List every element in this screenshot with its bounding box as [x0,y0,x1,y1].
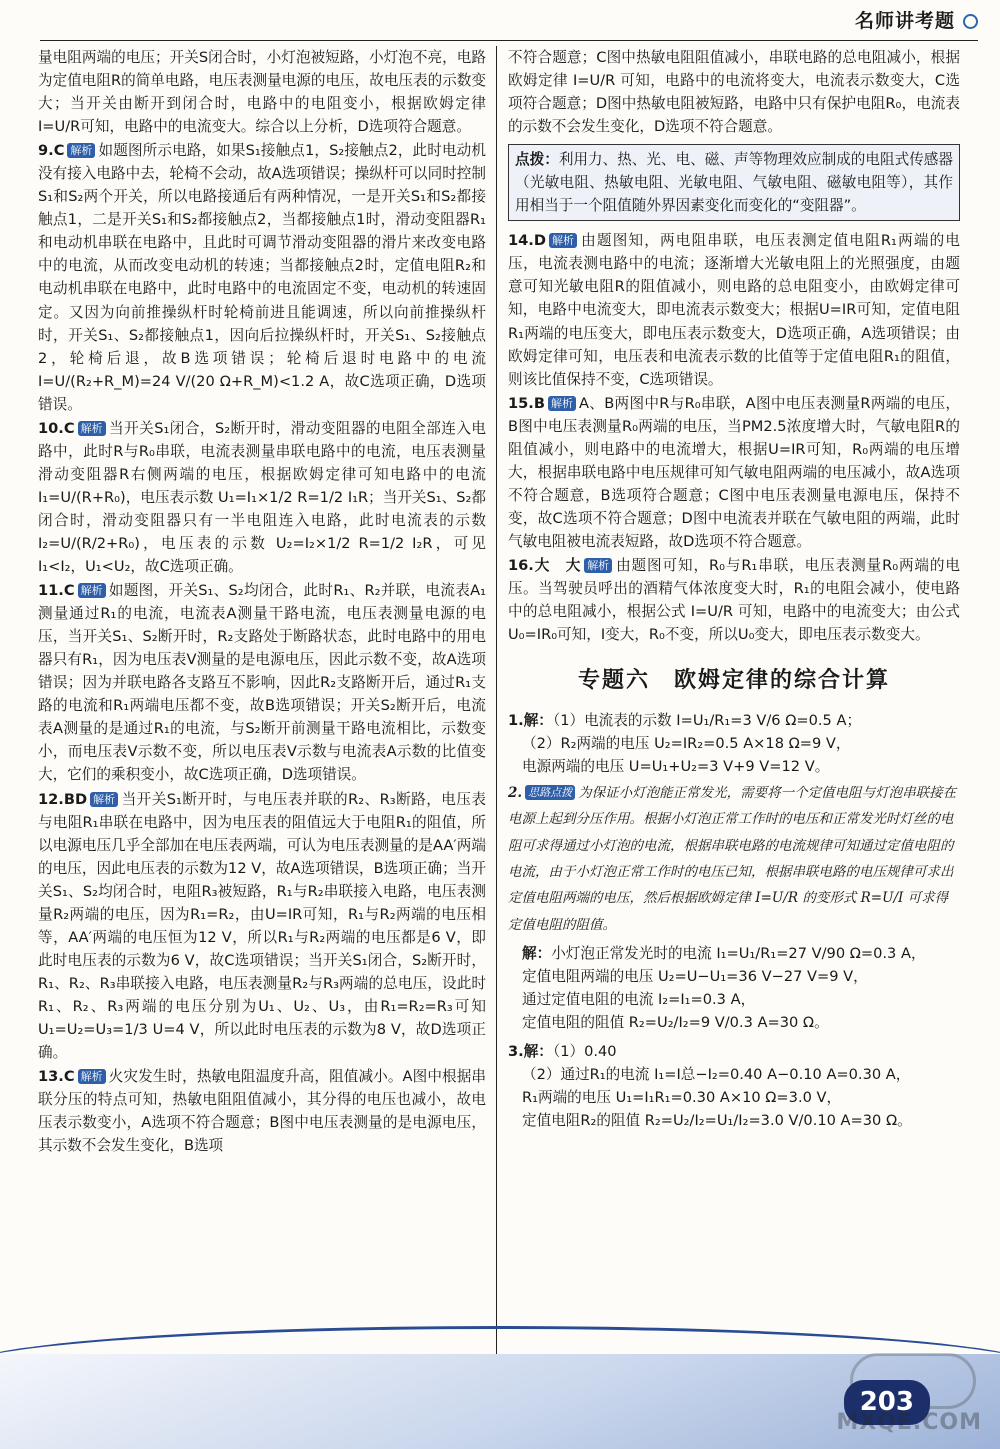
column-divider [496,46,497,1366]
tip-text: 利用力、热、光、电、磁、声等物理效应制成的电阻式传感器（光敏电阻、热敏电阻、光敏电阻、气敏电阻、磁敏电阻等），其作用相当于一个阻值随外界因素变化而变化的“变阻器”。 [515,151,953,215]
analysis-badge: 解析 [584,558,612,573]
left-column [38,46,486,1158]
solution-line: 定值电阻R₂的阻值 R₂=U₂/I₂=U₁/I₂=3.0 V/0.10 A=30 Ω。 [522,1112,912,1130]
answer-text: 由题图可知，R₀与R₁串联，电压表测量R₀两端的电压。当驾驶员呼出的酒精气体浓度变大时，R₁的电阻会减小，使电路中的总电阻减小，根据公式 I=U/R 可知，电路中的电流变大；由公式U₀=IR₀可知，I变大，R₀不变，所以U₀变大，即电压表示数变大。 [508,556,960,644]
circle-icon [963,14,978,29]
answer-number: 12.BD [38,790,88,808]
solution-line: （2）R₂两端的电压 U₂=IR₂=0.5 A×18 Ω=9 V， [522,734,851,752]
analysis-badge: 解析 [78,583,106,598]
solution-label: 解： [522,944,552,962]
analysis-badge: 解析 [549,233,577,248]
solution-label: 解： [523,1043,553,1061]
solution-line: （1）电流表的示数 I=U₁/R₁=3 V/6 Ω=0.5 A； [552,711,862,729]
answer-text: 如题图所示电路，如果S₁接触点1，S₂接触点2，此时电动机没有接入电路中去，轮椅不会动，故A选项错误；操纵杆可以同时控制S₁和S₂两个开关，所以电路接通后有两种情况，一是开关S₁和S₂都接触点1，二是开关S₁和S₂都接触点2，当都接触点1时，滑动变阻器R₁和电动机串联在电路中，且此时可调节滑动变阻器的滑片来改变电路中的电流，从而改变电动机的转速；当都接触点2时，定值电阻R₂和电动机串联在电路中，此时电路中的电流固定不变，电动机的转速固定。又因为向前推操纵杆时轮椅前进且能调速，所以向前推操纵杆时，开关S₁、S₂都接触点1，因向后拉操纵杆时，开关S₁、S₂接触点2，轮椅后退，故B选项错误；轮椅后退时电路中的电流 I=U/(R₂+R_M)=24 V/(20 Ω+R_M)<1.2 A，故C选项正确，D选项错误。 [38,142,486,413]
answer-item [38,1065,486,1157]
solution-line: （2）通过R₁的电流 I₁=I总−I₂=0.40 A−0.10 A=0.30 A， [522,1066,911,1084]
page-number: 203 [844,1380,930,1425]
question-number: 3. [508,1043,524,1061]
solution-label: 解： [523,711,553,729]
answer-text: 火灾发生时，热敏电阻温度升高，阻值减小。A图中根据串联分压的特点可知，热敏电阻阻值减小，其分得的电压也减小，故电压表示数变小，A选项不符合题意；B图中电压表测量的是电源电压，其示数不会发生变化，B选项 [38,1068,486,1155]
answer-number: 10.C [38,419,75,437]
analysis-badge: 解析 [78,1069,106,1084]
watermark-text: MXQE.COM [836,1410,982,1436]
analysis-badge: 解析 [548,396,576,411]
answer-number: 13.C [38,1068,75,1086]
answer-number: 9.C [38,142,65,160]
header-title: 名师讲考题 [854,10,955,32]
solution-line: 小灯泡正常发光时的电流 I₁=U₁/R₁=27 V/90 Ω=0.3 A， [551,944,926,962]
tip-box [508,144,960,221]
answer-number: 15.B [508,394,545,412]
thinking-text: 为保证小灯泡能正常发光，需要将一个定值电阻与灯泡串联接在电源上起到分压作用。根据小灯泡正常工作时的电压和正常发光时灯丝的电阻可求得通过小灯泡的电流，根据串联电路的电流规律可知通过定值电阻的电流，由于小灯泡正常工作时的电压已知，根据串联电路的电压规律可求出定值电阻两端的电压，然后根据欧姆定律 I=U/R 的变形式 R=U/I 可求得定值电阻的阻值。 [508,785,957,933]
answer-text: 由题图知，两电阻串联，电压表测定值电阻R₁两端的电压，电流表测电路中的电流；逐渐增大光敏电阻上的光照强度，由题意可知光敏电阻R的阻值减小，则电路的总电阻变小，由欧姆定律可知，电路中电流变大，即电流表示数变大；根据U=IR可知，定值电阻R₁两端的电压变大，即电压表示数变大，D选项正确，A选项错误；由欧姆定律可知，电压表和电流表示数的比值等于定值电阻R₁的阻值，则该比值保持不变，C选项错误。 [508,232,960,388]
answer-item [508,392,960,553]
question-number: 1. [508,711,524,729]
section-title: 专题六 欧姆定律的综合计算 [577,668,890,694]
question-1 [508,709,960,778]
answer-number: 16.大 大 [508,556,582,574]
answer-item [38,46,486,138]
analysis-badge: 解析 [67,143,95,158]
solution-line: R₁两端的电压 U₁=I₁R₁=0.30 A×10 Ω=3.0 V， [522,1089,842,1107]
solution-line: 通过定值电阻的电流 I₂=I₁=0.3 A， [522,991,756,1009]
solution-line: （1）0.40 [552,1043,617,1061]
answer-text: 不符合题意；C图中热敏电阻阻值减小，串联电路的总电阻减小，根据欧姆定律 I=U/R 可知，电路中的电流将变大，电流表示数变大，C选项符合题意；D图中热敏电阻被短路，电路中只有保护电阻R₀，电流表的示数不会发生变化，D选项不符合题意。 [508,49,960,136]
header-rule [40,40,978,41]
analysis-badge: 解析 [90,792,118,807]
question-2 [508,780,960,1034]
answer-text: A、B两图中R与R₀串联，A图中电压表测量R两端的电压，B图中电压表测量R₀两端的电压，当PM2.5浓度增大时，气敏电阻R的阻值减小，则电路中的电流增大，根据U=IR可知，R₀两端的电压增大，根据串联电路中电压规律可知气敏电阻两端的电压减小，故A选项不符合题意，B选项符合题意；C图中电压表测量电源电压，保持不变，故C选项不符合题意；D图中电流表并联在气敏电阻的两端，此时气敏电阻被电流表短路，故D选项不符合题意。 [508,394,960,550]
running-header [855,6,978,36]
answer-text: 如题图，开关S₁、S₂均闭合，此时R₁、R₂并联，电流表A₁测量通过R₁的电流，电流表A测量干路电流，电压表测量电源的电压，当开关S₁、S₂断开时，R₂支路处于断路状态，此时电路中的用电器只有R₁，因为电压表V测量的是电源电压，因此示数不变，故A选项错误；因为并联电路各支路互不影响，因此R₂支路断开后，通过R₁支路的电流和R₁两端电压都不变，故B选项错误；开关S₂断开后，电流表A测量的是通过R₁的电流，与S₂断开前测量干路电流相比，示数变小，而电压表V示数不变，所以电压表V示数与电流表A示数的比值变大，它们的乘积变小，故C选项正确，D选项错误。 [38,582,486,784]
answer-item [508,229,960,390]
answer-text: 量电阻两端的电压；开关S闭合时，小灯泡被短路，小灯泡不亮，电路为定值电阻R的简单电路，电压表测量电源的电压，故电压表的示数变大；当开关由断开到闭合时，电路中的电阻变小，根据欧姆定律I=U/R可知，电路中的电流变大。综合以上分析，D选项符合题意。 [38,49,486,136]
answer-number: 11.C [38,582,75,600]
answer-item [508,554,960,646]
answer-item [38,788,486,1065]
right-column [508,46,960,1132]
analysis-badge: 解析 [78,421,106,436]
solution-line: 定值电阻的阻值 R₂=U₂/I₂=9 V/0.3 A=30 Ω。 [522,1014,829,1032]
tip-label: 点拨： [515,151,559,169]
right-column-answers [508,229,960,646]
answer-text: 当开关S₁闭合，S₂断开时，滑动变阻器的电阻全部连入电路中，此时R与R₀串联，电流表测量串联电路中的电流，电压表测量滑动变阻器R右侧两端的电压，根据欧姆定律可知电路中的电流 I₁=U/(R+R₀)，电压表示数 U₁=I₁×1/2 R=1/2 I₁R；当开关S₁、S₂都闭合时，滑动变阻器只有一半电阻连入电路，此时电流表的示数 I₂=U/(R/2+R₀)，电压表的示数 U₂=I₂×1/2 R=1/2 I₂R，可见I₁<I₂，U₁<U₂，故C选项正确。 [38,419,486,576]
answer-text: 当开关S₁断开时，与电压表并联的R₂、R₃断路，电压表与电阻R₁串联在电路中，因为电压表的阻值远大于电阻R₁的阻值，所以电源电压几乎全部加在电压表两端，可认为电压表测量的是AA′两端的电压，因此电压表的示数为12 V，故A选项错误，B选项正确；当开关S₁、S₂均闭合时，电阻R₃被短路，R₁与R₂串联接入电路，电压表测量R₂两端的电压，因为R₁=R₂，由U=IR可知，R₁与R₂两端的电压相等，AA′两端的电压恒为12 V，所以R₁与R₂两端的电压都是6 V，即此时电压表的示数为6 V，故C选项错误；当开关S₁闭合，S₂断开时，R₁、R₂、R₃串联接入电路，电压表测量R₂与R₃两端的总电压，设此时R₁、R₂、R₃两端的电压分别为U₁、U₂、U₃，由R₁=R₂=R₃可知 U₁=U₂=U₃=1/3 U=4 V，所以此时电压表的示数为8 V，故D选项正确。 [38,790,486,1062]
solution-line: 定值电阻两端的电压 U₂=U−U₁=36 V−27 V=9 V， [522,967,868,985]
answer-item [508,46,960,138]
solution-line: 电源两端的电压 U=U₁+U₂=3 V+9 V=12 V。 [522,758,830,776]
thinking-badge: 思路点拨 [525,785,575,800]
answer-item [38,417,486,578]
question-3 [508,1040,960,1132]
answer-item [38,139,486,416]
question-number: 2. [508,785,523,802]
right-column-top [508,46,960,138]
answer-item [38,579,486,786]
answer-number: 14.D [508,232,546,250]
